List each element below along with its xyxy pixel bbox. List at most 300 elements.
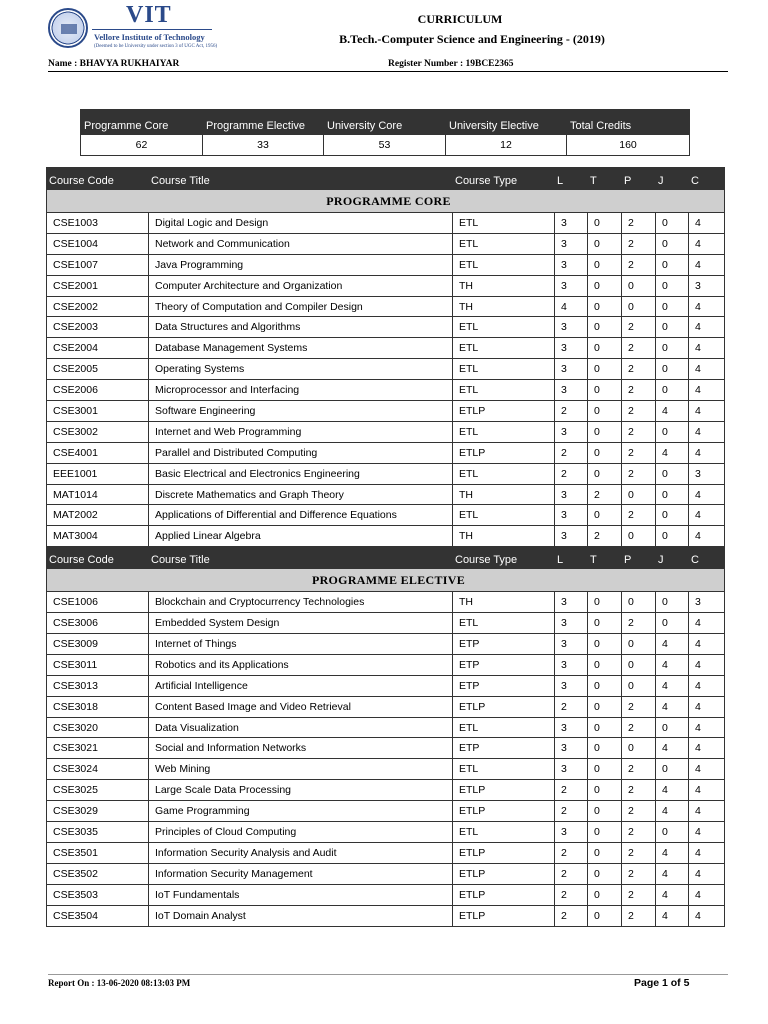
- credits: 4: [689, 442, 725, 463]
- project-hours: 0: [656, 505, 689, 526]
- course-row: [47, 654, 725, 675]
- course-title: IoT Domain Analyst: [149, 905, 453, 926]
- tutorial-hours: 0: [588, 613, 622, 634]
- course-row: [47, 254, 725, 275]
- project-hours: 0: [656, 822, 689, 843]
- course-code: CSE3024: [47, 759, 149, 780]
- section-title-row: [47, 569, 725, 592]
- lecture-hours: 3: [555, 484, 588, 505]
- course-type: ETL: [453, 233, 555, 254]
- practical-hours: 0: [622, 592, 656, 613]
- project-hours: 0: [656, 421, 689, 442]
- course-title: Information Security Management: [149, 863, 453, 884]
- project-hours: 4: [656, 863, 689, 884]
- tutorial-hours: 0: [588, 317, 622, 338]
- practical-hours: 2: [622, 884, 656, 905]
- lecture-hours: 3: [555, 380, 588, 401]
- course-row: [47, 884, 725, 905]
- lecture-hours: 3: [555, 717, 588, 738]
- practical-hours: 2: [622, 801, 656, 822]
- practical-hours: 2: [622, 380, 656, 401]
- credits: 4: [689, 254, 725, 275]
- course-code: CSE1004: [47, 233, 149, 254]
- course-type: ETL: [453, 463, 555, 484]
- practical-hours: 2: [622, 717, 656, 738]
- lecture-hours: 3: [555, 213, 588, 234]
- practical-hours: 2: [622, 442, 656, 463]
- course-row: [47, 296, 725, 317]
- course-type: ETL: [453, 359, 555, 380]
- course-type: ETLP: [453, 401, 555, 422]
- logo-subtitle: (Deemed to be University under section 3 of UGC Act, 1956): [94, 44, 218, 49]
- course-code: CSE3021: [47, 738, 149, 759]
- tutorial-hours: 2: [588, 526, 622, 547]
- tutorial-hours: 0: [588, 717, 622, 738]
- project-hours: 0: [656, 380, 689, 401]
- column-header-lecture-hours: L: [555, 547, 588, 569]
- course-title: Web Mining: [149, 759, 453, 780]
- tutorial-hours: 0: [588, 296, 622, 317]
- section-title: PROGRAMME CORE: [47, 190, 725, 213]
- column-header-course-type: Course Type: [453, 168, 555, 190]
- project-hours: 0: [656, 338, 689, 359]
- course-row: [47, 526, 725, 547]
- tutorial-hours: 0: [588, 675, 622, 696]
- course-type: ETLP: [453, 863, 555, 884]
- practical-hours: 2: [622, 463, 656, 484]
- practical-hours: 2: [622, 696, 656, 717]
- lecture-hours: 2: [555, 463, 588, 484]
- summary-header: Total Credits: [567, 110, 690, 135]
- course-code: CSE3013: [47, 675, 149, 696]
- credits: 4: [689, 359, 725, 380]
- project-hours: 0: [656, 759, 689, 780]
- course-title: Applied Linear Algebra: [149, 526, 453, 547]
- column-header-practical-hours: P: [622, 547, 656, 569]
- practical-hours: 0: [622, 675, 656, 696]
- project-hours: 0: [656, 213, 689, 234]
- course-row: [47, 359, 725, 380]
- tutorial-hours: 2: [588, 484, 622, 505]
- tutorial-hours: 0: [588, 275, 622, 296]
- credits: 4: [689, 380, 725, 401]
- practical-hours: 2: [622, 759, 656, 780]
- project-hours: 4: [656, 842, 689, 863]
- tutorial-hours: 0: [588, 738, 622, 759]
- project-hours: 4: [656, 696, 689, 717]
- lecture-hours: 3: [555, 421, 588, 442]
- page-indicator: Page 1 of 5: [634, 977, 690, 989]
- course-code: MAT2002: [47, 505, 149, 526]
- credits: 3: [689, 463, 725, 484]
- course-type: ETP: [453, 738, 555, 759]
- column-header-credits: C: [689, 168, 725, 190]
- practical-hours: 2: [622, 213, 656, 234]
- course-title: Discrete Mathematics and Graph Theory: [149, 484, 453, 505]
- practical-hours: 2: [622, 822, 656, 843]
- tutorial-hours: 0: [588, 359, 622, 380]
- student-name: Name : BHAVYA RUKHAIYAR: [48, 59, 180, 69]
- course-code: CSE1006: [47, 592, 149, 613]
- credits: 4: [689, 654, 725, 675]
- practical-hours: 2: [622, 842, 656, 863]
- course-title: Microprocessor and Interfacing: [149, 380, 453, 401]
- course-code: MAT3004: [47, 526, 149, 547]
- lecture-hours: 3: [555, 275, 588, 296]
- course-code: MAT1014: [47, 484, 149, 505]
- lecture-hours: 2: [555, 884, 588, 905]
- summary-header: Programme Elective: [203, 110, 324, 135]
- course-code: CSE2001: [47, 275, 149, 296]
- credits: 3: [689, 275, 725, 296]
- column-header-practical-hours: P: [622, 168, 656, 190]
- tutorial-hours: 0: [588, 421, 622, 442]
- lecture-hours: 2: [555, 401, 588, 422]
- practical-hours: 0: [622, 654, 656, 675]
- summary-value: 33: [203, 135, 324, 156]
- project-hours: 4: [656, 654, 689, 675]
- project-hours: 0: [656, 317, 689, 338]
- course-type: ETLP: [453, 696, 555, 717]
- table-header-row: [47, 168, 725, 190]
- tutorial-hours: 0: [588, 884, 622, 905]
- lecture-hours: 2: [555, 863, 588, 884]
- university-seal-icon: [48, 8, 88, 48]
- course-row: [47, 738, 725, 759]
- column-header-project-hours: J: [656, 547, 689, 569]
- project-hours: 4: [656, 442, 689, 463]
- tutorial-hours: 0: [588, 442, 622, 463]
- credits: 4: [689, 884, 725, 905]
- lecture-hours: 2: [555, 780, 588, 801]
- section-title: PROGRAMME ELECTIVE: [47, 569, 725, 592]
- project-hours: 0: [656, 484, 689, 505]
- course-code: CSE3020: [47, 717, 149, 738]
- summary-header: Programme Core: [81, 110, 203, 135]
- course-row: [47, 213, 725, 234]
- project-hours: 0: [656, 613, 689, 634]
- course-code: CSE3029: [47, 801, 149, 822]
- credits: 4: [689, 401, 725, 422]
- column-header-lecture-hours: L: [555, 168, 588, 190]
- credits: 4: [689, 675, 725, 696]
- column-header-course-code: Course Code: [47, 168, 149, 190]
- course-title: Digital Logic and Design: [149, 213, 453, 234]
- course-type: ETL: [453, 254, 555, 275]
- credits: 4: [689, 213, 725, 234]
- credits: 4: [689, 526, 725, 547]
- course-row: [47, 613, 725, 634]
- practical-hours: 2: [622, 317, 656, 338]
- course-type: TH: [453, 296, 555, 317]
- course-row: [47, 592, 725, 613]
- course-code: CSE2004: [47, 338, 149, 359]
- course-code: CSE2006: [47, 380, 149, 401]
- logo-mark: VIT: [126, 2, 172, 28]
- lecture-hours: 3: [555, 359, 588, 380]
- section-title-row: [47, 190, 725, 213]
- course-title: Embedded System Design: [149, 613, 453, 634]
- tutorial-hours: 0: [588, 905, 622, 926]
- project-hours: 0: [656, 275, 689, 296]
- practical-hours: 2: [622, 421, 656, 442]
- course-type: ETL: [453, 380, 555, 401]
- practical-hours: 2: [622, 613, 656, 634]
- vit-logo: [48, 2, 218, 52]
- course-row: [47, 863, 725, 884]
- credits: 4: [689, 613, 725, 634]
- practical-hours: 2: [622, 780, 656, 801]
- tutorial-hours: 0: [588, 822, 622, 843]
- course-title: Network and Communication: [149, 233, 453, 254]
- lecture-hours: 3: [555, 634, 588, 655]
- project-hours: 4: [656, 401, 689, 422]
- project-hours: 0: [656, 359, 689, 380]
- course-title: Java Programming: [149, 254, 453, 275]
- project-hours: 4: [656, 801, 689, 822]
- course-code: CSE3001: [47, 401, 149, 422]
- course-code: CSE2005: [47, 359, 149, 380]
- practical-hours: 2: [622, 233, 656, 254]
- document-title: CURRICULUM: [417, 12, 503, 26]
- course-title: Content Based Image and Video Retrieval: [149, 696, 453, 717]
- column-header-course-type: Course Type: [453, 547, 555, 569]
- credits: 4: [689, 296, 725, 317]
- course-row: [47, 675, 725, 696]
- credits: 4: [689, 738, 725, 759]
- lecture-hours: 3: [555, 526, 588, 547]
- course-type: ETL: [453, 338, 555, 359]
- course-title: Computer Architecture and Organization: [149, 275, 453, 296]
- project-hours: 4: [656, 905, 689, 926]
- summary-value: 12: [446, 135, 567, 156]
- course-table: [46, 167, 725, 927]
- project-hours: 4: [656, 675, 689, 696]
- course-row: [47, 463, 725, 484]
- project-hours: 0: [656, 592, 689, 613]
- tutorial-hours: 0: [588, 801, 622, 822]
- project-hours: 0: [656, 233, 689, 254]
- course-row: [47, 338, 725, 359]
- course-type: TH: [453, 592, 555, 613]
- course-type: ETLP: [453, 801, 555, 822]
- project-hours: 4: [656, 780, 689, 801]
- practical-hours: 0: [622, 296, 656, 317]
- course-type: ETL: [453, 213, 555, 234]
- course-row: [47, 717, 725, 738]
- lecture-hours: 2: [555, 696, 588, 717]
- course-type: ETL: [453, 317, 555, 338]
- footer-divider: [48, 974, 728, 975]
- lecture-hours: 3: [555, 338, 588, 359]
- lecture-hours: 3: [555, 654, 588, 675]
- course-row: [47, 317, 725, 338]
- practical-hours: 2: [622, 505, 656, 526]
- course-row: [47, 696, 725, 717]
- practical-hours: 2: [622, 905, 656, 926]
- summary-header-row: [81, 110, 690, 135]
- column-header-tutorial-hours: T: [588, 168, 622, 190]
- lecture-hours: 3: [555, 317, 588, 338]
- course-row: [47, 505, 725, 526]
- course-title: Applications of Differential and Difference Equations: [149, 505, 453, 526]
- course-code: CSE2003: [47, 317, 149, 338]
- course-row: [47, 442, 725, 463]
- lecture-hours: 3: [555, 822, 588, 843]
- course-row: [47, 842, 725, 863]
- practical-hours: 2: [622, 401, 656, 422]
- course-type: ETL: [453, 822, 555, 843]
- course-title: Data Structures and Algorithms: [149, 317, 453, 338]
- column-header-project-hours: J: [656, 168, 689, 190]
- credits: 4: [689, 484, 725, 505]
- course-code: CSE3501: [47, 842, 149, 863]
- course-row: [47, 421, 725, 442]
- course-row: [47, 401, 725, 422]
- course-code: CSE3035: [47, 822, 149, 843]
- tutorial-hours: 0: [588, 380, 622, 401]
- course-type: ETLP: [453, 780, 555, 801]
- logo-name: Vellore Institute of Technology: [94, 32, 205, 42]
- course-type: ETL: [453, 613, 555, 634]
- course-type: TH: [453, 526, 555, 547]
- course-code: CSE3502: [47, 863, 149, 884]
- lecture-hours: 2: [555, 801, 588, 822]
- project-hours: 4: [656, 634, 689, 655]
- credits: 4: [689, 801, 725, 822]
- lecture-hours: 3: [555, 505, 588, 526]
- credits: 4: [689, 505, 725, 526]
- course-type: ETL: [453, 759, 555, 780]
- course-code: CSE3009: [47, 634, 149, 655]
- credits: 3: [689, 592, 725, 613]
- course-row: [47, 275, 725, 296]
- credits: 4: [689, 717, 725, 738]
- tutorial-hours: 0: [588, 401, 622, 422]
- credits: 4: [689, 905, 725, 926]
- tutorial-hours: 0: [588, 213, 622, 234]
- tutorial-hours: 0: [588, 254, 622, 275]
- course-title: Robotics and its Applications: [149, 654, 453, 675]
- project-hours: 0: [656, 463, 689, 484]
- tutorial-hours: 0: [588, 505, 622, 526]
- course-type: ETP: [453, 654, 555, 675]
- course-code: CSE3011: [47, 654, 149, 675]
- project-hours: 0: [656, 717, 689, 738]
- course-title: Social and Information Networks: [149, 738, 453, 759]
- practical-hours: 2: [622, 359, 656, 380]
- course-code: CSE4001: [47, 442, 149, 463]
- course-title: Database Management Systems: [149, 338, 453, 359]
- course-title: Operating Systems: [149, 359, 453, 380]
- register-number: Register Number : 19BCE2365: [388, 59, 514, 69]
- project-hours: 4: [656, 884, 689, 905]
- summary-value: 160: [567, 135, 690, 156]
- course-code: CSE2002: [47, 296, 149, 317]
- course-row: [47, 905, 725, 926]
- course-type: ETL: [453, 717, 555, 738]
- course-code: CSE1007: [47, 254, 149, 275]
- course-type: ETLP: [453, 905, 555, 926]
- course-title: Software Engineering: [149, 401, 453, 422]
- summary-value: 53: [324, 135, 446, 156]
- course-row: [47, 634, 725, 655]
- column-header-credits: C: [689, 547, 725, 569]
- course-type: ETL: [453, 421, 555, 442]
- student-info: [48, 58, 726, 71]
- course-code: CSE3002: [47, 421, 149, 442]
- credits-summary-table: [80, 109, 690, 156]
- lecture-hours: 2: [555, 442, 588, 463]
- course-title: Large Scale Data Processing: [149, 780, 453, 801]
- tutorial-hours: 0: [588, 654, 622, 675]
- course-title: Blockchain and Cryptocurrency Technologies: [149, 592, 453, 613]
- tutorial-hours: 0: [588, 863, 622, 884]
- course-code: CSE3018: [47, 696, 149, 717]
- lecture-hours: 2: [555, 842, 588, 863]
- summary-value-row: [81, 135, 690, 156]
- lecture-hours: 2: [555, 905, 588, 926]
- lecture-hours: 3: [555, 613, 588, 634]
- course-code: EEE1001: [47, 463, 149, 484]
- header-divider: [48, 71, 728, 72]
- practical-hours: 0: [622, 526, 656, 547]
- credits: 4: [689, 338, 725, 359]
- practical-hours: 2: [622, 338, 656, 359]
- credits: 4: [689, 842, 725, 863]
- credits: 4: [689, 696, 725, 717]
- tutorial-hours: 0: [588, 233, 622, 254]
- tutorial-hours: 0: [588, 842, 622, 863]
- course-code: CSE1003: [47, 213, 149, 234]
- course-row: [47, 822, 725, 843]
- document-subtitle: B.Tech.-Computer Science and Engineering - (2019): [339, 32, 605, 46]
- lecture-hours: 3: [555, 675, 588, 696]
- tutorial-hours: 0: [588, 696, 622, 717]
- course-code: CSE3503: [47, 884, 149, 905]
- credits: 4: [689, 634, 725, 655]
- course-row: [47, 780, 725, 801]
- course-title: IoT Fundamentals: [149, 884, 453, 905]
- practical-hours: 0: [622, 484, 656, 505]
- lecture-hours: 3: [555, 759, 588, 780]
- course-type: ETP: [453, 675, 555, 696]
- course-code: CSE3025: [47, 780, 149, 801]
- tutorial-hours: 0: [588, 463, 622, 484]
- course-type: ETLP: [453, 884, 555, 905]
- course-title: Principles of Cloud Computing: [149, 822, 453, 843]
- course-type: TH: [453, 275, 555, 296]
- course-row: [47, 801, 725, 822]
- course-title: Information Security Analysis and Audit: [149, 842, 453, 863]
- column-header-course-code: Course Code: [47, 547, 149, 569]
- course-title: Theory of Computation and Compiler Design: [149, 296, 453, 317]
- course-row: [47, 233, 725, 254]
- tutorial-hours: 0: [588, 338, 622, 359]
- credits: 4: [689, 317, 725, 338]
- course-row: [47, 759, 725, 780]
- course-type: ETP: [453, 634, 555, 655]
- credits: 4: [689, 421, 725, 442]
- lecture-hours: 3: [555, 592, 588, 613]
- credits: 4: [689, 233, 725, 254]
- course-row: [47, 484, 725, 505]
- practical-hours: 0: [622, 275, 656, 296]
- course-row: [47, 380, 725, 401]
- project-hours: 4: [656, 738, 689, 759]
- course-title: Internet and Web Programming: [149, 421, 453, 442]
- course-title: Parallel and Distributed Computing: [149, 442, 453, 463]
